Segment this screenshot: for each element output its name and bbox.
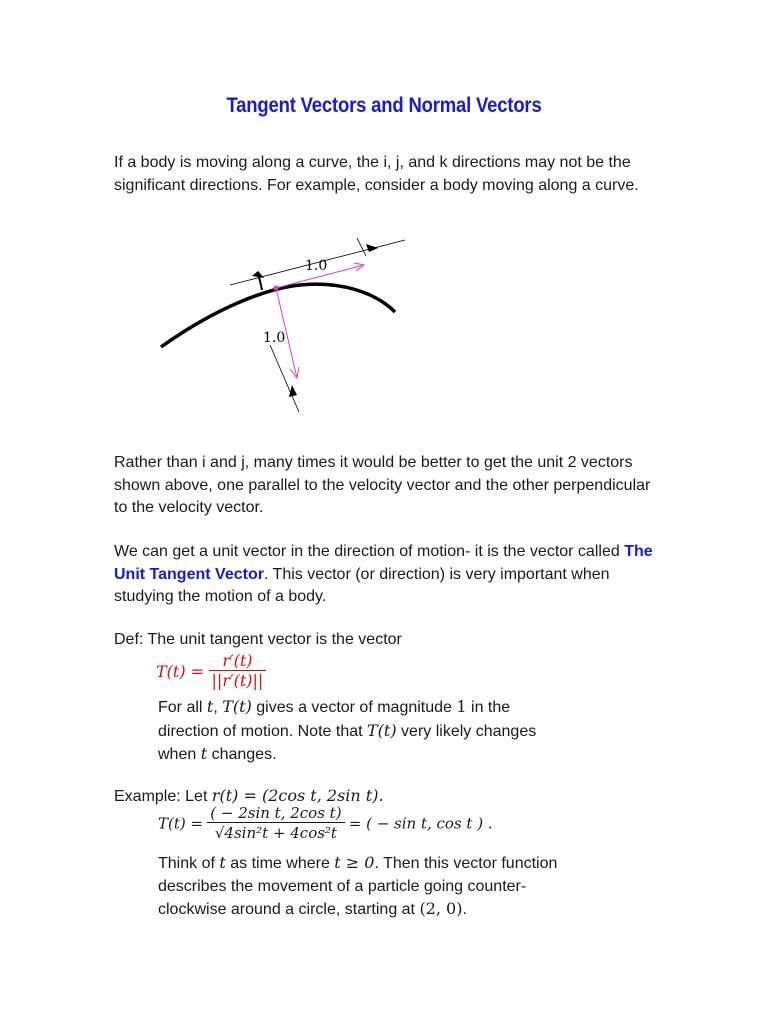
note-var: (2, 0) xyxy=(419,899,463,918)
normal-dimension-line xyxy=(270,345,299,412)
paragraph-unit-tangent xyxy=(114,541,654,609)
page-title: Tangent Vectors and Normal Vectors xyxy=(226,94,542,117)
example-label: Example: Let xyxy=(114,788,212,805)
example-numerator: ( − 2sin t, 2cos t) xyxy=(207,804,344,823)
note-text: as time where xyxy=(225,855,335,872)
example-note xyxy=(158,852,578,922)
note-var: t ≥ 0 xyxy=(334,853,375,872)
note-text: very likely changes when xyxy=(158,722,537,763)
curve-point xyxy=(274,286,279,291)
formula-lhs: T(t) = xyxy=(156,662,205,681)
note-text: , xyxy=(213,699,223,716)
unit-tangent-term: The Unit Tangent Vector xyxy=(114,543,653,583)
note-var: t xyxy=(206,697,214,716)
formula-denominator: ||r′(t)|| xyxy=(211,671,264,690)
note-text: Think of xyxy=(158,855,220,872)
definition-line: Def: The unit tangent vector is the vector xyxy=(114,631,402,648)
tangent-extension-right xyxy=(357,238,366,256)
note-var: T(t) xyxy=(222,697,252,716)
formula-numerator: r′(t) xyxy=(209,652,267,671)
note-var: 1 xyxy=(456,697,467,716)
paragraph-unit-vectors: Rather than i and j, many times it would be better to get the unit 2 vectors shown above, one parallel to the velocity vector and the other perpendicular to the velocity vector. xyxy=(114,454,651,516)
definition-formula xyxy=(156,652,266,691)
note-text: in the direction of motion. Note that xyxy=(158,699,511,740)
formula-fraction xyxy=(209,652,267,691)
note-text: For all xyxy=(158,699,207,716)
para3-before: We can get a unit vector in the direction of motion- it is the vector called xyxy=(114,543,625,560)
para3-after: . This vector (or direction) is very important when studying the motion of a body. xyxy=(114,565,610,605)
example-r-def: r(t) = (2cos t, 2sin t). xyxy=(211,786,384,805)
tangent-arrowhead-left xyxy=(252,271,264,278)
example-denominator: √4sin²t + 4cos²t xyxy=(214,824,337,842)
note-text: . xyxy=(462,901,467,918)
note-text: gives a vector of magnitude xyxy=(251,699,457,716)
note-var: t xyxy=(200,744,208,763)
intro-paragraph: If a body is moving along a curve, the i, j, and k directions may not be the significant directions. For example, consider a body moving along a curve. xyxy=(114,154,639,194)
example-fraction xyxy=(207,804,344,843)
tangent-length-label: 1.0 xyxy=(305,258,328,274)
example-formula xyxy=(158,804,493,843)
example-lhs: T(t) = xyxy=(158,814,204,833)
note-var: T(t) xyxy=(367,720,397,740)
note-text: changes. xyxy=(207,746,277,763)
note-text: . Then this vector function describes the movement of a particle going counter-clockwise around a circle, starting at xyxy=(158,855,558,918)
tangent-arrowhead-right xyxy=(366,244,378,252)
definition-note xyxy=(158,696,548,767)
note-var: t xyxy=(219,853,226,872)
tangent-normal-diagram xyxy=(150,232,420,412)
example-rhs: = ( − sin t, cos t ) . xyxy=(348,814,493,833)
normal-length-label: 1.0 xyxy=(263,330,286,346)
